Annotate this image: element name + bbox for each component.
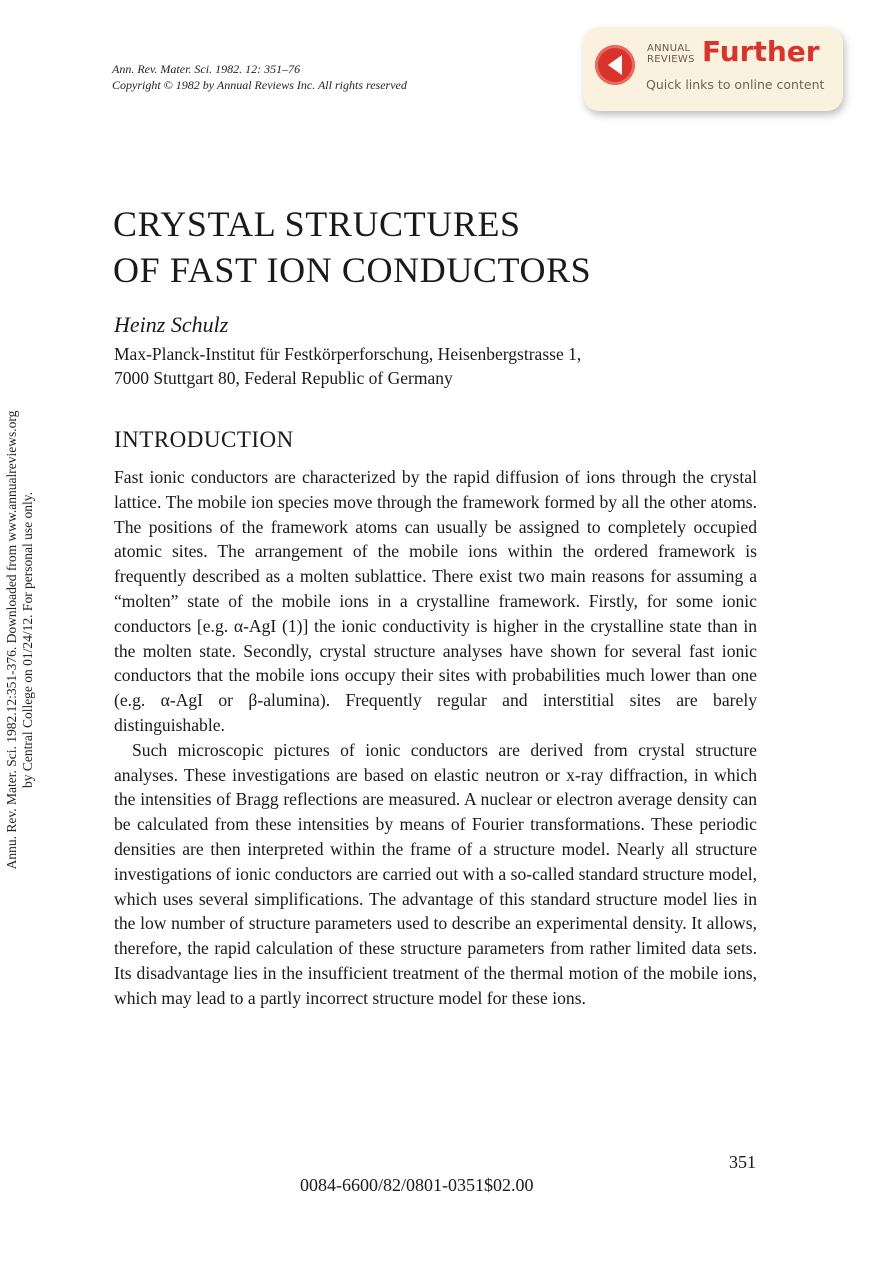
further-badge[interactable] bbox=[583, 27, 843, 111]
side-note-line-2: by Central College on 01/24/12. For personal use only. bbox=[20, 491, 35, 789]
journal-citation: Ann. Rev. Mater. Sci. 1982. 12: 351–76 bbox=[112, 62, 301, 76]
journal-header bbox=[112, 61, 407, 93]
further-word: Further bbox=[702, 35, 820, 68]
side-note-line-1: Annu. Rev. Mater. Sci. 1982.12:351-376. Downloaded from www.annualreviews.org bbox=[4, 410, 19, 870]
download-side-note bbox=[4, 350, 44, 930]
article-title bbox=[113, 201, 591, 293]
page-number: 351 bbox=[729, 1152, 756, 1172]
annual-reviews-brand: ANNUAL REVIEWS bbox=[647, 43, 695, 65]
affiliation-line-2: 7000 Stuttgart 80, Federal Republic of Germany bbox=[114, 368, 453, 388]
paragraph-2: Such microscopic pictures of ionic conductors are derived from crystal structure analyses. These investigations are based on elastic neutron or x-ray diffraction, in which the intensities of Bragg reflections are measured. A nuclear or electron average density can be calculated from these intensities by means of Fourier transformations. These periodic densities are then interpreted within the frame of a structure model. Nearly all structure investigations of ionic conductors are carried out with a so-called standard structure model, which uses several simplifications. The advantage of this standard structure model lies in the low number of structure parameters used to describe an experimental density. It allows, therefore, the rapid calculation of these structure parameters from rather limited data sets. Its disadvantage lies in the insufficient treatment of the thermal motion of the mobile ions, which may lead to a partly incorrect structure model for these ions. bbox=[114, 739, 757, 1008]
section-body bbox=[114, 465, 757, 1011]
article-code: 0084-6600/82/0801-0351$02.00 bbox=[300, 1175, 534, 1195]
affiliation-line-1: Max-Planck-Institut für Festkörperforschung, Heisenbergstrasse 1, bbox=[114, 344, 582, 364]
journal-copyright: Copyright © 1982 by Annual Reviews Inc. All rights reserved bbox=[112, 78, 407, 92]
paragraph-1: Fast ionic conductors are characterized by the rapid diffusion of ions through the crystal lattice. The mobile ion species move through the framework formed by all the other atoms. The positions of the framework atoms can usually be assigned to completely occupied atomic sites. The arrangement of the mobile ions within the ordered framework is frequently described as a molten sublattice. There exist two main reasons for assuming a “molten” state of the mobile ions in a crystalline framework. Firstly, for some ionic conductors [e.g. α-AgI (1)] the ionic conductivity is higher in the crystalline state than in the molten state. Secondly, crystal structure analyses have shown for several fast ionic conductors that the mobile ions occupy their sites with probabilities much lower than one (e.g. α-AgI or β-alumina). Frequently regular and interstitial sites are barely distinguishable. bbox=[114, 467, 757, 735]
title-line-2: OF FAST ION CONDUCTORS bbox=[113, 250, 592, 290]
further-tagline: Quick links to online content bbox=[646, 77, 825, 92]
section-heading: INTRODUCTION bbox=[114, 427, 294, 452]
author-name: Heinz Schulz bbox=[114, 312, 229, 337]
title-line-1: CRYSTAL STRUCTURES bbox=[113, 204, 521, 244]
author-affiliation bbox=[114, 342, 581, 390]
play-back-icon bbox=[595, 45, 635, 85]
